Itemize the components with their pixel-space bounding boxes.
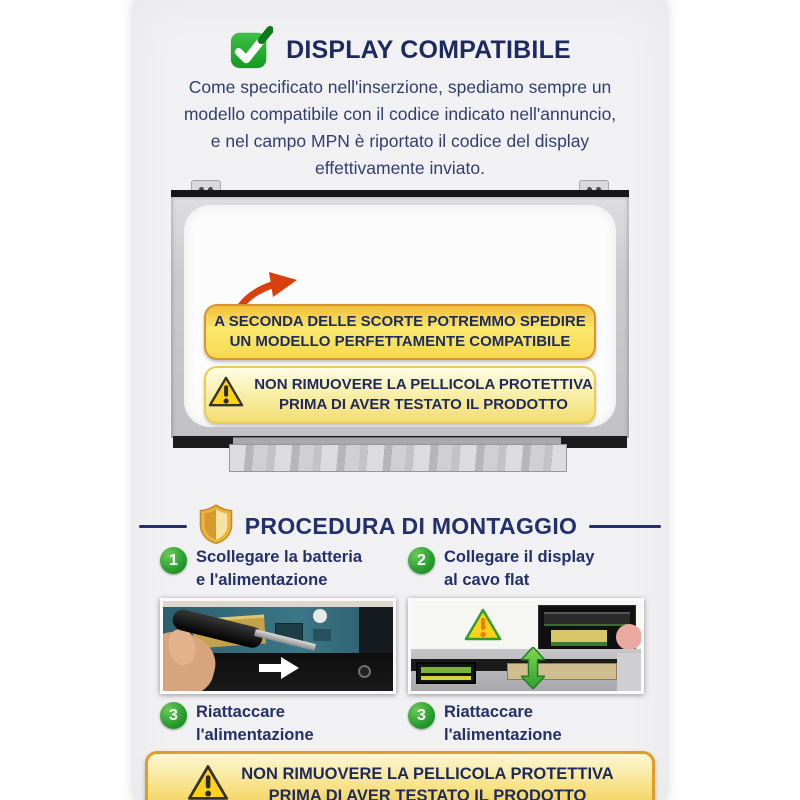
step-2 [408,546,650,598]
product-info-card [133,0,667,800]
procedure-title: PROCEDURA DI MONTAGGIO [244,513,578,539]
step-1 [160,546,400,598]
stock-note [204,304,596,360]
divider-line [589,525,661,528]
film-note [204,366,596,424]
step-1-badge: 1 [160,547,187,574]
procedure-steps [160,546,650,770]
step-2-text: Collegare il display [444,548,595,566]
step-3-right-text: Riattaccare l'alimentazione [444,703,562,744]
panel-top-edge [171,190,629,197]
step-2-badge: 2 [408,547,435,574]
check-icon [229,26,273,75]
footer-warning-line: PRIMA DI AVER TESTATO IL PRODOTTO [268,787,587,800]
shield-icon [199,504,233,549]
step-2-text: al cavo flat [444,571,530,589]
footer-warning-line: NON RIMUOVERE LA PELLICOLA PROTETTIVA [241,765,614,783]
warning-triangle-icon [207,375,245,415]
finger [616,624,642,650]
warning-triangle-icon [186,763,230,800]
stock-note-line: A SECONDA DELLE SCORTE POTREMMO SPEDIRE [214,313,586,330]
stock-note-line: UN MODELLO PERFETTAMENTE COMPATIBILE [229,333,571,350]
connector-inset-photo [538,605,636,651]
page-title: DISPLAY COMPATIBILE [286,36,571,64]
step-3-left-text: Riattaccare l'alimentazione [196,703,314,744]
intro-paragraph [133,74,667,182]
step-1-photo [160,598,396,694]
intro-line: effettivamente inviato. [315,158,485,178]
divider-line [139,525,187,528]
step-1-text: Scollegare la batteria [196,548,362,566]
step-1-text: e l'alimentazione [196,571,328,589]
panel-foil-strip [229,444,567,472]
footer-warning-banner [145,751,655,800]
procedure-header [133,504,667,549]
header [133,26,667,75]
intro-line: modello compatibile con il codice indicato nell'annuncio, [183,104,617,124]
intro-line: e nel campo MPN è riportato il codice del display [210,131,590,151]
step-2-photo [408,598,644,694]
step-3-right-badge: 3 [408,702,435,729]
intro-line: Come specificato nell'inserzione, spediamo sempre un [188,77,612,97]
flat-connector [416,662,476,684]
step-3-left-badge: 3 [160,702,187,729]
film-note-line: PRIMA DI AVER TESTATO IL PRODOTTO [279,396,568,413]
lcd-panel-image [171,180,629,480]
film-note-line: NON RIMUOVERE LA PELLICOLA PROTETTIVA [254,376,593,393]
